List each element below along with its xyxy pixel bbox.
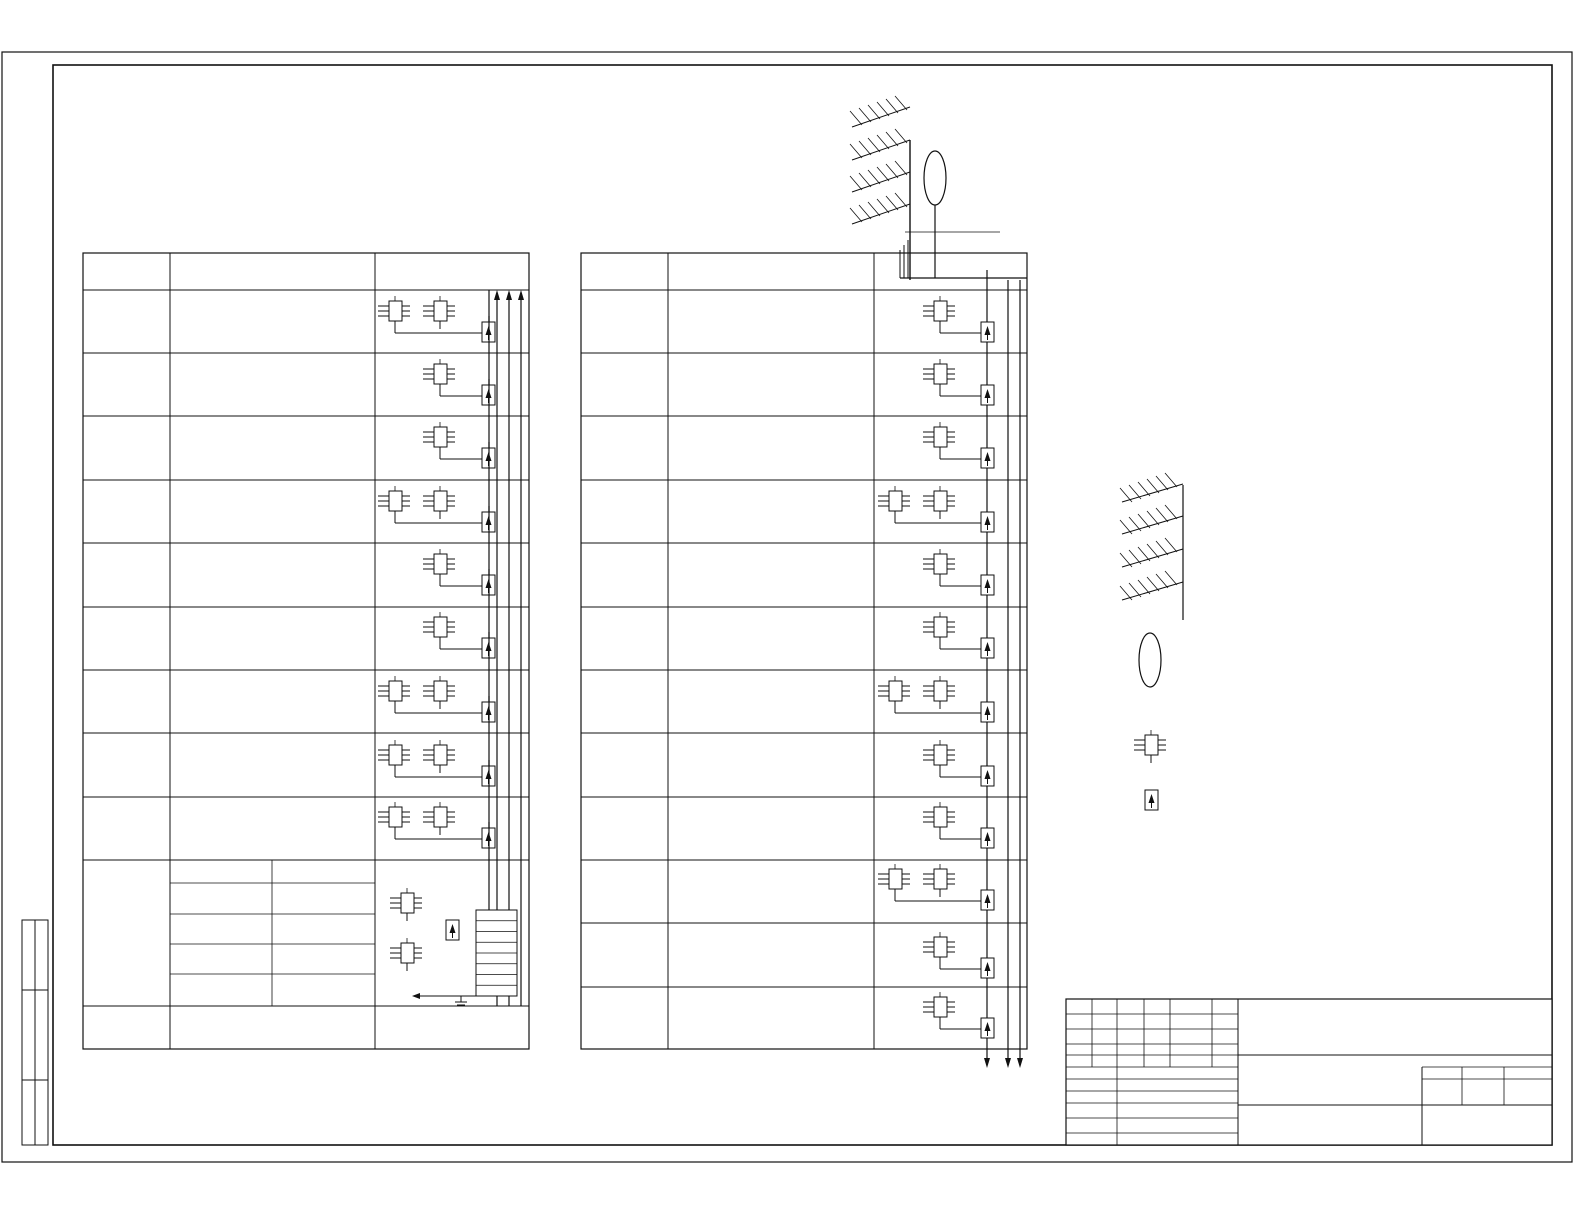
legend-element <box>1138 580 1150 594</box>
tap-icon <box>981 766 994 786</box>
tap-icon <box>981 890 994 910</box>
splitter-body <box>934 807 947 827</box>
legend-element <box>1147 511 1159 525</box>
splitter-body <box>434 617 447 637</box>
legend <box>1120 473 1183 810</box>
splitter-body <box>434 427 447 447</box>
splitter-body <box>434 301 447 321</box>
splitter-body <box>934 937 947 957</box>
splitter-body <box>434 745 447 765</box>
splitter-body <box>934 427 947 447</box>
antenna-element <box>877 199 889 213</box>
antenna-element <box>895 161 907 175</box>
tap-icon <box>981 322 994 342</box>
splitter-body <box>934 491 947 511</box>
splitter-body <box>889 491 902 511</box>
antenna-element <box>850 111 862 125</box>
legend-element <box>1138 482 1150 496</box>
legend-element <box>1156 574 1168 588</box>
antenna-element <box>859 173 871 187</box>
antenna-element <box>886 164 898 178</box>
antenna-element <box>859 108 871 122</box>
title-block <box>1066 999 1552 1145</box>
legend-element <box>1120 553 1132 567</box>
legend-element <box>1156 476 1168 490</box>
antenna-element <box>877 167 889 181</box>
tap-icon <box>981 575 994 595</box>
antenna-element <box>850 176 862 190</box>
left-riser-table <box>83 253 529 1049</box>
legend-element <box>1147 544 1159 558</box>
splitter-body <box>389 301 402 321</box>
splitter-body <box>389 491 402 511</box>
splitter-body <box>889 681 902 701</box>
satellite-dish-icon <box>924 151 946 205</box>
legend-element <box>1165 538 1177 552</box>
splitter-body <box>934 997 947 1017</box>
antenna-element <box>886 132 898 146</box>
antenna-element <box>877 102 889 116</box>
splitter-body <box>934 681 947 701</box>
antenna-element <box>895 193 907 207</box>
splitter-body <box>889 869 902 889</box>
antenna-element <box>877 135 889 149</box>
antenna-element <box>868 202 880 216</box>
left-margin-stamp <box>22 920 48 1145</box>
splitter-body <box>434 491 447 511</box>
antenna-element <box>859 205 871 219</box>
trunk-arrow-down <box>1017 1058 1023 1068</box>
splitter-body <box>401 893 414 913</box>
legend-element <box>1147 479 1159 493</box>
tap-icon <box>981 512 994 532</box>
splitter-body <box>434 681 447 701</box>
tap-icon <box>1145 790 1158 810</box>
legend-element <box>1120 520 1132 534</box>
splitter-icon <box>1134 730 1166 763</box>
legend-element <box>1120 586 1132 600</box>
splitter-body <box>1145 735 1158 755</box>
tap-icon <box>981 638 994 658</box>
antenna-element <box>868 138 880 152</box>
trunk-arrow-down <box>984 1058 990 1068</box>
antenna-element <box>859 141 871 155</box>
splitter-body <box>389 745 402 765</box>
title-block-frame <box>1066 999 1552 1145</box>
antenna-element <box>850 208 862 222</box>
legend-element <box>1156 508 1168 522</box>
splitter-body <box>434 364 447 384</box>
legend-element <box>1129 485 1141 499</box>
tap-icon <box>981 385 994 405</box>
antenna-element <box>886 196 898 210</box>
legend-element <box>1156 541 1168 555</box>
legend-boom <box>1122 516 1183 534</box>
tap-icon <box>446 920 459 940</box>
tap-icon <box>981 1018 994 1038</box>
antenna-element <box>895 96 907 110</box>
right-table-frame <box>581 253 1027 1049</box>
splitter-body <box>934 617 947 637</box>
legend-dish-icon <box>1139 633 1161 687</box>
legend-element <box>1138 514 1150 528</box>
legend-element <box>1165 473 1177 487</box>
splitter-body <box>934 745 947 765</box>
splitter-body <box>934 869 947 889</box>
legend-element <box>1165 571 1177 585</box>
legend-element <box>1147 577 1159 591</box>
splitter-body <box>389 807 402 827</box>
legend-element <box>1129 550 1141 564</box>
splitter-body <box>389 681 402 701</box>
tap-icon <box>981 702 994 722</box>
splitter-body <box>401 943 414 963</box>
tap-icon <box>981 448 994 468</box>
legend-element <box>1129 517 1141 531</box>
legend-element <box>1165 505 1177 519</box>
legend-element <box>1120 488 1132 502</box>
antenna-element <box>850 144 862 158</box>
antenna-element <box>886 99 898 113</box>
splitter-body <box>434 807 447 827</box>
tap-icon <box>981 958 994 978</box>
right-riser-table <box>581 253 1027 1068</box>
left-table-frame <box>83 253 529 1049</box>
legend-element <box>1129 583 1141 597</box>
antenna-element <box>868 105 880 119</box>
legend-boom <box>1122 582 1183 600</box>
antenna-element <box>895 129 907 143</box>
legend-boom <box>1122 484 1183 502</box>
splitter-body <box>434 554 447 574</box>
antenna-element <box>868 170 880 184</box>
tap-icon <box>981 828 994 848</box>
splitter-body <box>934 554 947 574</box>
legend-element <box>1138 547 1150 561</box>
splitter-body <box>934 364 947 384</box>
trunk-arrow-down <box>1005 1058 1011 1068</box>
legend-boom <box>1122 549 1183 567</box>
splitter-body <box>934 301 947 321</box>
